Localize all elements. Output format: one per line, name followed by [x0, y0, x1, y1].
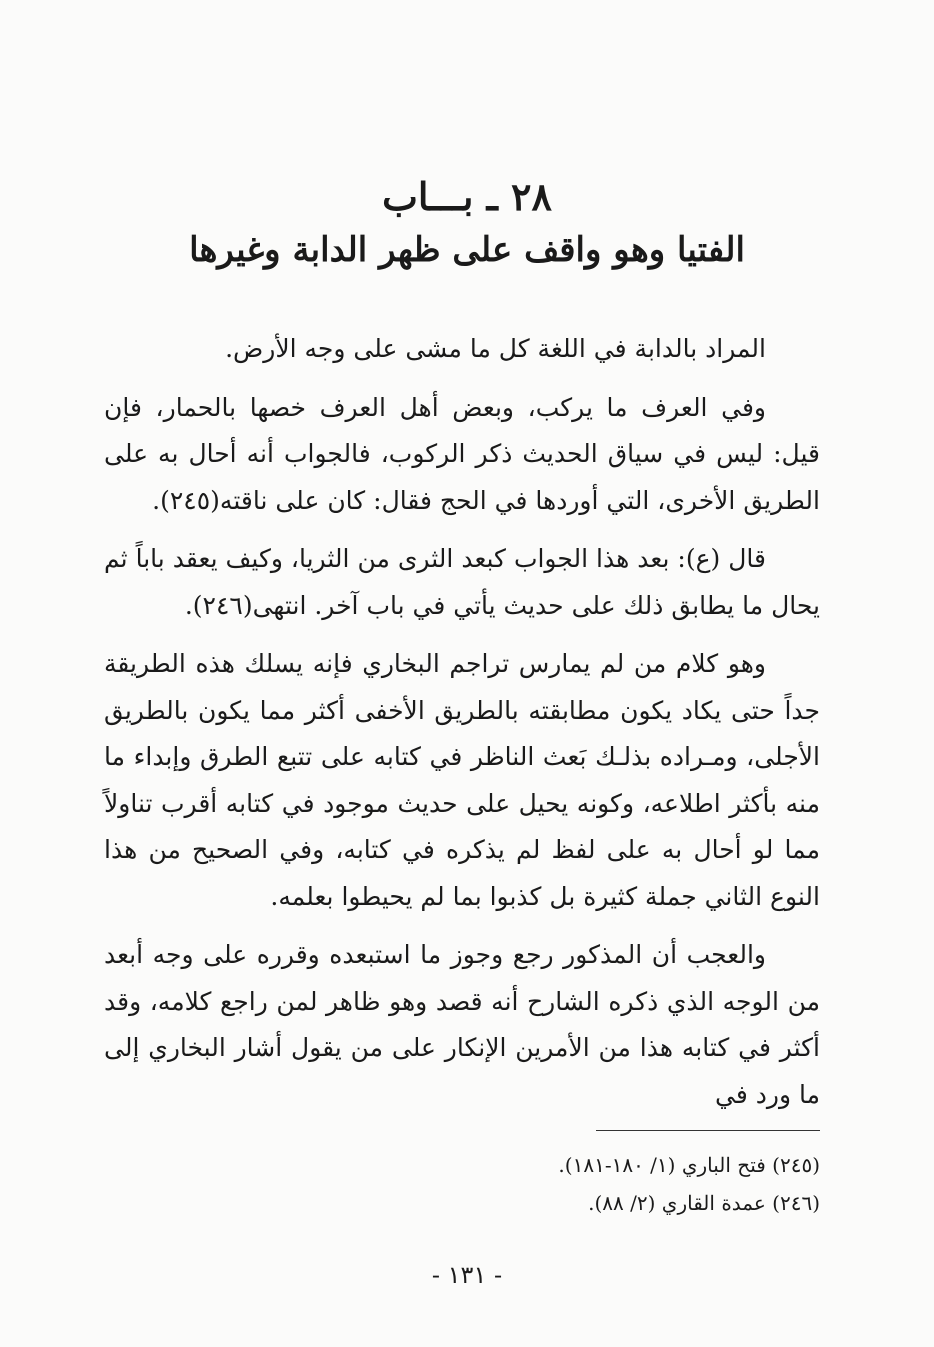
paragraph: وهو كلام من لم يمارس تراجم البخاري فإنه يسلك هذه الطريقة جداً حتى يكاد يكون مطابقته بالطريق الأخفى أكثر مما يكون بالطريق الأجلى، ومـراده بذلـك بَعث الناظر في كتابه على تتبع الطرق وإبداء ما منه بأكثر اطلاعه، وكونه يحيل على حديث موجود في كتابه أقرب تناولاً مما لو أحال به على لفظ لم يذكره في كتابه، وفي الصحيح من هذا النوع الثاني جملة كثيرة بل كذبوا بما لم يحيطوا بعلمه.: [104, 649, 820, 911]
page-number: - ١٣١ -: [431, 1261, 503, 1289]
footnote: (٢٤٦) عمدة القاري (٢/ ٨٨).: [588, 1191, 820, 1215]
footnote-divider: [596, 1130, 820, 1131]
paragraph: قال (ع): بعد هذا الجواب كبعد الثرى من الثريا، وكيف يعقد باباً ثم يحال ما يطابق ذلك على حديث يأتي في باب آخر. انتهى(٢٤٦).: [104, 544, 820, 620]
body-text: [104, 326, 820, 1130]
chapter-title: الفتيا وهو واقف على ظهر الدابة وغيرها: [189, 230, 745, 270]
footnote: (٢٤٥) فتح الباري (١/ ١٨٠-١٨١).: [558, 1153, 820, 1177]
footnotes: [104, 1146, 820, 1222]
chapter-number: ٢٨ ـ بـــاب: [382, 174, 552, 219]
paragraph: والعجب أن المذكور رجع وجوز ما استبعده وقرره على وجه أبعد من الوجه الذي ذكره الشارح أنه قصد وهو ظاهر لمن راجع كلامه، وقد أكثر في كتابه هذا من الأمرين الإنكار على من يقول أشار البخاري إلى ما ورد في: [104, 940, 820, 1109]
paragraph: وفي العرف ما يركب، وبعض أهل العرف خصها بالحمار، فإن قيل: ليس في سياق الحديث ذكر الركوب، فالجواب أنه أحال به على الطريق الأخرى، التي أوردها في الحج فقال: كان على ناقته(٢٤٥).: [104, 392, 820, 515]
paragraph: المراد بالدابة في اللغة كل ما مشى على وجه الأرض.: [225, 334, 766, 363]
